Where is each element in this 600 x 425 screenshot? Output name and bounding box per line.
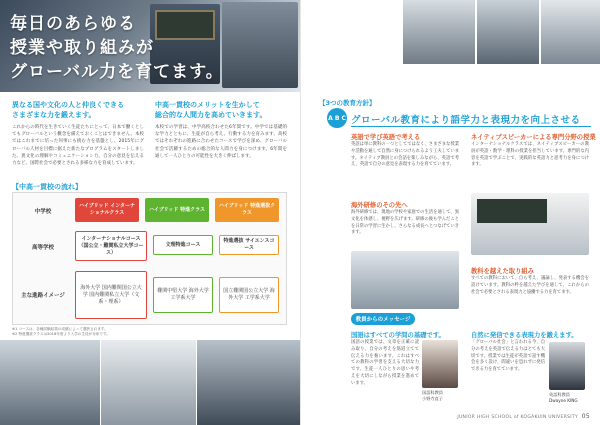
classroom-photo — [0, 340, 100, 425]
class-photo — [477, 0, 539, 64]
top-photo-strip — [301, 0, 600, 90]
section-tag: 【3つの教育方針】 — [319, 99, 376, 107]
section-divider — [351, 126, 591, 127]
page-footer — [457, 413, 590, 420]
destination-science-box: 国立難関国公立大学 海外大学 工学系大学 — [219, 277, 279, 313]
subheading-cross-subject: 教科を越えた取り組み — [471, 268, 534, 275]
paragraph-english: 英語は単に教科の一つとしてではなく、さまざまな授業や活動を通して自然に身につけられるよう工夫しています。ネイティブ教員との会話を楽しみながら、英語で考え、英語で自分の意見を表現する力を育てています。 — [351, 142, 459, 168]
junior-international-box: ハイブリッド インターナショナルクラス — [75, 198, 139, 222]
footer-school-name: JUNIOR HIGH SCHOOL of KOGAKUIN UNIVERSITY — [457, 415, 579, 420]
intro-column-integrated — [155, 100, 287, 160]
junior-senbatsu-box: ハイブリッド 特進選抜クラス — [215, 198, 279, 222]
blackboard-image — [477, 199, 547, 223]
message-text-japanese: 国語の授業では、文章を正確に読み取り、自分の考えを筋道立てて伝える力を養います。これはすべての教科の学習を支える大切な力です。生徒一人ひとりの思いや考えを大切にしながら授業を進めています。 — [351, 340, 419, 386]
subheading-overseas: 海外研修のその先へ — [351, 202, 408, 209]
teacher-name: 小野寺直子 — [422, 395, 443, 401]
hero-banner — [0, 0, 300, 92]
intro-text: これからの時代を生きていく生徒たちにとって、日本で働くとしてもグローバルという概念を備えておくことはできません。本校ではこれまでに培った何事にも挑む力を基盤とし、2015年にグローバル人材を目標に据えた新たなプログラムをスタートしました。異文化の理解やコミュニケーション力、自分の意見を伝える力など、国際社会で必要とされる多様な力を育成しています。 — [12, 125, 144, 167]
senior-bunri-box: 文理特進コース — [153, 235, 213, 255]
message-title-english: 自然に発信できる表現力を鍛えます。 — [471, 332, 578, 339]
intro-text: 本校での学習は、中学高校合わせた6年間です。中学では基礎的な学力とともに、生徒が自ら考え、行動する力を育みます。高校ではそれぞれの進路に合わせたコースで学びを深め、グローバル社会で活躍するための総合的な人間力を身につけます。6年間を通して一人ひとりの可能性を大きく伸ばします。 — [155, 125, 287, 159]
teacher-role: 英語科教員 — [549, 392, 570, 397]
students-photo — [541, 0, 600, 64]
subheading-english: 英語で学び英語で考える — [351, 134, 421, 141]
senior-science-box: 特進選抜 サイエンスコース — [219, 235, 279, 255]
intro-column-global — [12, 100, 144, 167]
paragraph-native: インターナショナルクラスでは、ネイティブスピーカーの教員が英語・数学・理科の授業を担当しています。専門的な内容を英語で学ぶことで、実践的な英語力と思考力を身につけます。 — [471, 142, 589, 168]
hero-title-line: 毎日のあらゆる — [10, 14, 136, 34]
student-study-photo — [197, 340, 300, 425]
teacher-name: Dwayne KING — [549, 397, 578, 403]
teacher-role: 国語科教員 — [422, 390, 443, 395]
lecture-photo — [101, 340, 196, 425]
flow-heading: 【中高一貫校の流れ】 — [12, 183, 82, 191]
paragraph-overseas: 海外研修では、現地の学校や家庭での生活を通して、異文化を体感し、視野を広げます。研修の後も学んだことを日常の学習に生かし、さらなる成長へとつなげていきます。 — [351, 210, 459, 236]
row-label-junior: 中学校 — [34, 209, 52, 215]
right-page — [300, 0, 600, 425]
message-header: 教員からのメッセージ — [351, 313, 415, 325]
bottom-photo-strip — [0, 340, 300, 425]
message-title-japanese: 国語はすべての学問の基礎です。 — [351, 332, 445, 339]
subheading-native: ネイティブスピーカーによる専門分野の授業 — [471, 134, 596, 141]
teacher-caption — [549, 392, 578, 403]
senior-international-box: インターナショナルコース（国公立・難関私立大学コース） — [75, 231, 147, 261]
intro-heading: 中高一貫校のメリットを生かして 総合的な人間力を高めていきます。 — [155, 101, 267, 119]
row-label-destinations: 主な進路イメージ — [21, 293, 65, 299]
teacher-portrait — [422, 340, 458, 388]
intro-heading: 異なる国や文化の人と仲良くできる さまざまな力を鍛えます。 — [12, 101, 124, 119]
destination-bunri-box: 難関中堅大学 海外大学 工学系大学 — [153, 277, 213, 313]
student-photo — [222, 2, 298, 88]
teacher-photo — [403, 0, 475, 64]
teacher-portrait — [549, 342, 585, 390]
junior-tokushin-box: ハイブリッド 特進クラス — [145, 198, 209, 222]
flow-notes: ※1 コースは、各種試験結果の成績によって選択されます。 ※2 特進選抜クラスは2018年度より入学の生徒が対象です。 — [12, 327, 110, 336]
teacher-caption — [422, 390, 443, 401]
school-flow-diagram — [12, 192, 287, 325]
page-number: 05 — [581, 413, 590, 420]
hero-title-line: グローバル力を育てます。 — [10, 62, 224, 82]
hero-title-line: 授業や取り組みが — [10, 38, 154, 58]
destination-international-box: 海外大学 国内難関国公立大学 国内難関私立大学（文系・理系） — [75, 271, 147, 319]
overseas-group-photo — [351, 251, 459, 309]
message-text-english: 「グローバル社会」と言われる今、自分の考えを英語で伝える力はとても大切です。授業では生徒が英語で話す機会を多く設け、間違いを恐れずに発信できる力を育てています。 — [471, 340, 545, 373]
row-label-senior: 高等学校 — [31, 245, 54, 251]
paragraph-cross-subject: すべての教科において、自ら考え、議論し、発表する機会を設けています。教科の枠を越えた学びを通して、これからの社会で必要とされる表現力と協働する力を育てます。 — [471, 276, 589, 295]
section-title: グローバル教育により語学力と表現力を向上させる — [351, 115, 581, 126]
abc-icon: A B C — [327, 108, 347, 128]
hero-title — [10, 12, 224, 84]
